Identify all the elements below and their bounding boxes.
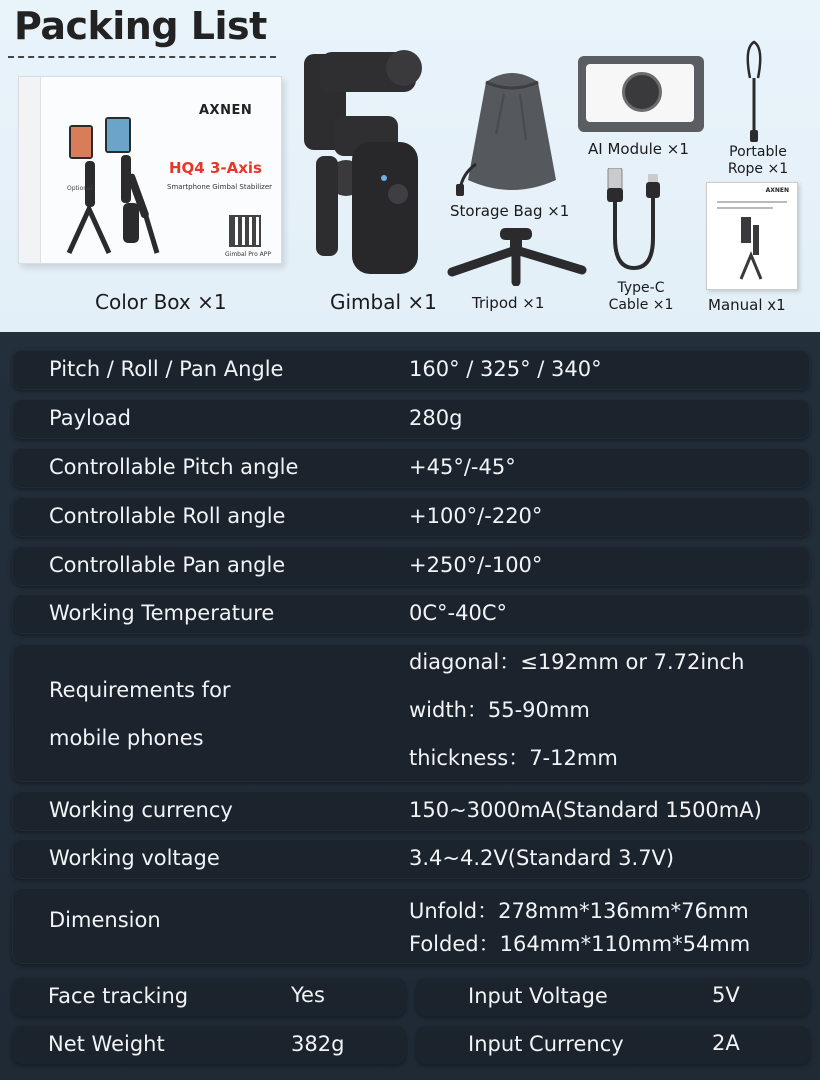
ai-module-image [578,56,704,132]
spec-value: 280g [409,406,463,430]
spec-row [12,399,810,439]
spec-label: Working currency [49,798,233,822]
spec-row [12,791,810,831]
tripod-image [444,226,588,286]
box-model-name: HQ4 3-Axis [169,159,262,177]
spec-value: thickness：7-12mm [409,746,618,770]
packing-list-panel [0,0,820,332]
spec-row-input-currency [416,1026,810,1064]
spec-label: Net Weight [48,1032,165,1056]
spec-row-phone-requirements [12,644,810,782]
spec-value: +45°/-45° [409,455,516,479]
spec-value: Folded：164mm*110mm*54mm [409,932,751,956]
spec-row-dimension [12,888,810,964]
spec-value: +100°/-220° [409,504,543,528]
spec-value: 382g [291,1032,345,1056]
spec-row [12,546,810,586]
spec-value: 5V [712,983,740,1007]
gimbal-image [296,46,444,278]
rope-image [736,38,776,144]
spec-value: 160° / 325° / 340° [409,357,602,381]
storage-bag-caption: Storage Bag ×1 [450,202,570,220]
spec-label: Input Currency [468,1032,624,1056]
spec-value: 3.4~4.2V(Standard 3.7V) [409,846,675,870]
spec-label: Dimension [49,908,161,932]
box-brand-logo: AXNEN [199,103,253,118]
spec-value: diagonal：≤192mm or 7.72inch [409,650,745,674]
spec-label: Working voltage [49,846,220,870]
spec-label: Controllable Pitch angle [49,455,299,479]
cable-image [598,168,670,278]
spec-label: Pitch / Roll / Pan Angle [49,357,284,381]
qr-code-icon [229,215,261,247]
spec-label: Payload [49,406,131,430]
spec-label: Controllable Roll angle [49,504,286,528]
cable-caption: Type-C Cable ×1 [608,280,674,313]
spec-row [12,350,810,390]
spec-label: mobile phones [49,726,204,750]
color-box-image [18,76,282,264]
spec-label: Face tracking [48,984,189,1008]
spec-row [12,594,810,634]
box-app-note: Gimbal Pro APP [225,251,271,258]
manual-image: AXNEN [706,182,798,290]
spec-value: 0C°-40C° [409,601,507,625]
spec-value: +250°/-100° [409,553,543,577]
ai-module-caption: AI Module ×1 [588,140,689,158]
spec-value: 2A [712,1031,740,1055]
manual-caption: Manual x1 [708,296,786,314]
spec-row [12,497,810,537]
spec-label: Working Temperature [49,601,275,625]
spec-value: 150~3000mA(Standard 1500mA) [409,798,762,822]
spec-value: width：55-90mm [409,698,590,722]
spec-table [0,332,820,1080]
camera-lens-icon [622,72,662,112]
spec-value: Unfold：278mm*136mm*76mm [409,899,749,923]
spec-label: Requirements for [49,678,231,702]
title-divider [8,56,276,58]
spec-row-face-tracking [12,978,406,1016]
page-title: Packing List [14,4,267,48]
spec-row [12,448,810,488]
rope-caption: Portable Rope ×1 [727,144,789,177]
spec-label: Input Voltage [468,984,608,1008]
spec-row-input-voltage [416,978,810,1016]
storage-bag-image [456,64,568,196]
box-tagline: Smartphone Gimbal Stabilizer [167,183,273,191]
color-box-caption: Color Box ×1 [95,290,227,314]
spec-row [12,839,810,879]
gimbal-caption: Gimbal ×1 [330,290,437,314]
spec-label: Controllable Pan angle [49,553,286,577]
spec-row-net-weight [12,1026,406,1064]
tripod-caption: Tripod ×1 [472,294,545,312]
spec-value: Yes [291,983,325,1007]
box-optional-note: Optional [67,185,93,192]
